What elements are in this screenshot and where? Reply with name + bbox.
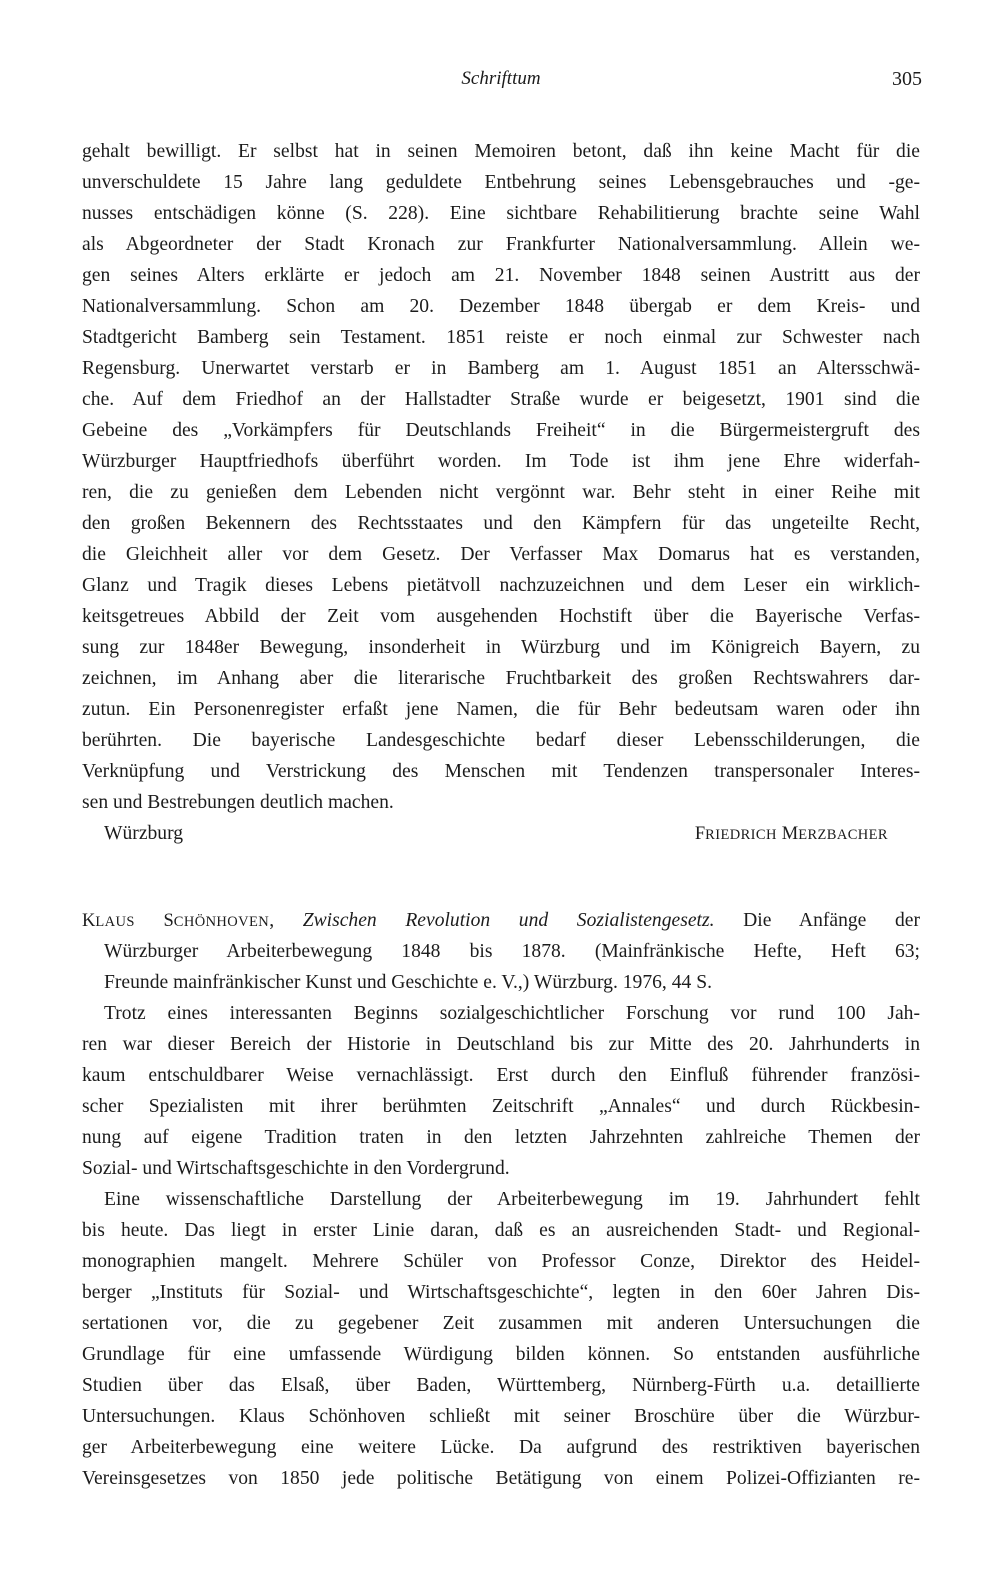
text-line: Nationalversammlung. Schon am 20. Dezember 1848 übergab er dem Kreis- und: [82, 296, 920, 317]
text-line: sen und Bestrebungen deutlich machen.: [82, 792, 394, 813]
text-line: Verknüpfung und Verstrickung des Menschen mit Tendenzen transpersonaler Interes-: [82, 761, 920, 782]
author-comma: ,: [269, 910, 275, 931]
entry-author: [82, 910, 274, 931]
text-line: zeichnen, im Anhang aber die literarische Fruchtbarkeit des großen Rechtswahrers dar-: [82, 668, 920, 689]
text-line: berührten. Die bayerische Landesgeschichte bedarf dieser Lebensschilderungen, die: [82, 730, 920, 751]
text-line: Grundlage für eine umfassende Würdigung bilden können. So entstanden ausführliche: [82, 1344, 920, 1365]
text-line: Studien über das Elsaß, über Baden, Württemberg, Nürnberg-Fürth u.a. detaillierte: [82, 1375, 920, 1396]
page-header: [80, 68, 922, 98]
text-line: die Gleichheit aller vor dem Gesetz. Der Verfasser Max Domarus hat es verstanden,: [82, 544, 920, 565]
author-initial: M: [781, 824, 799, 844]
author-rest: ERZBACHER: [798, 827, 888, 843]
text-line: scher Spezialisten mit ihrer berühmten Zeitschrift „Annales“ und durch Rückbesin-: [82, 1096, 920, 1117]
author-initial: S: [163, 911, 174, 931]
page-number: 305: [892, 68, 922, 90]
text-line: zutun. Ein Personenregister erfaßt jene Namen, die für Behr bedeutsam waren oder ihn: [82, 699, 920, 720]
text-line: unverschuldete 15 Jahre lang geduldete Entbehrung seines Lebensgebrauches und -ge-: [82, 172, 920, 193]
text-line: gehalt bewilligt. Er selbst hat in seinen Memoiren betont, daß ihn keine Macht für die: [82, 141, 920, 162]
author-rest: RIEDRICH: [705, 827, 777, 843]
entry-subtitle: Die Anfänge der: [743, 910, 920, 931]
text-line: sertationen vor, die zu gegebener Zeit zusammen mit anderen Untersuchungen die: [82, 1313, 920, 1334]
entry-title: Zwischen Revolution und Sozialistengesetz.: [302, 910, 715, 931]
text-line: Würzburger Hauptfriedhofs überführt worden. Im Tode ist ihm jene Ehre widerfah-: [82, 451, 920, 472]
signature-place: Würzburg: [104, 823, 184, 844]
signature-author: [695, 824, 888, 844]
text-line: den großen Bekennern des Rechtsstaates und den Kämpfern für das ungeteilte Recht,: [82, 513, 920, 534]
text-line: Untersuchungen. Klaus Schönhoven schließt mit seiner Broschüre über die Würzbur-: [82, 1406, 920, 1427]
text-line: berger „Instituts für Sozial- und Wirtschaftsgeschichte“, legten in den 60er Jahren Dis-: [82, 1282, 920, 1303]
text-line: als Abgeordneter der Stadt Kronach zur Frankfurter Nationalversammlung. Allein we-: [82, 234, 920, 255]
text-line: kaum entschuldbarer Weise vernachlässigt. Erst durch den Einfluß führender französi-: [82, 1065, 920, 1086]
text-line: Trotz eines interessanten Beginns sozialgeschichtlicher Forschung vor rund 100 Jah-: [104, 1003, 920, 1024]
text-line: gen seines Alters erklärte er jedoch am 21. November 1848 seinen Austritt aus der: [82, 265, 920, 286]
text-line: ren, die zu genießen dem Lebenden nicht vergönnt war. Behr steht in einer Reihe mit: [82, 482, 920, 503]
bibliographic-entry: [82, 911, 920, 931]
entry-line: Würzburger Arbeiterbewegung 1848 bis 1878. (Mainfränkische Hefte, Heft 63;: [104, 941, 920, 962]
text-line: sung zur 1848er Bewegung, insonderheit in Würzburg und im Königreich Bayern, zu: [82, 637, 920, 658]
text-line: nung auf eigene Tradition traten in den letzten Jahrzehnten zahlreiche Themen der: [82, 1127, 920, 1148]
text-line: ger Arbeiterbewegung eine weitere Lücke. Da aufgrund des restriktiven bayerischen: [82, 1437, 920, 1458]
author-rest: LAUS: [95, 914, 135, 930]
author-initial: K: [82, 911, 96, 931]
text-line: Eine wissenschaftliche Darstellung der Arbeiterbewegung im 19. Jahrhundert fehlt: [104, 1189, 920, 1210]
text-line: Regensburg. Unerwartet verstarb er in Bamberg am 1. August 1851 an Altersschwä-: [82, 358, 920, 379]
text-line: Stadtgericht Bamberg sein Testament. 1851 reiste er noch einmal zur Schwester nach: [82, 327, 920, 348]
running-title: Schrifttum: [461, 68, 541, 89]
text-line: Glanz und Tragik dieses Lebens pietätvoll nachzuzeichnen und dem Leser ein wirklich-: [82, 575, 920, 596]
text-line: ren war dieser Bereich der Historie in Deutschland bis zur Mitte des 20. Jahrhunderts in: [82, 1034, 920, 1055]
text-line: nusses entschädigen könne (S. 228). Eine sichtbare Rehabilitierung brachte seine Wahl: [82, 203, 920, 224]
author-rest: CHÖNHOVEN: [173, 914, 270, 930]
text-line: Sozial- und Wirtschaftsgeschichte in den Vordergrund.: [82, 1158, 510, 1179]
text-line: Gebeine des „Vorkämpfers für Deutschlands Freiheit“ in die Bürgermeistergruft des: [82, 420, 920, 441]
text-line: Vereinsgesetzes von 1850 jede politische Betätigung von einem Polizei-Offizianten re-: [82, 1468, 920, 1489]
text-line: keitsgetreues Abbild der Zeit vom ausgehenden Hochstift über die Bayerische Verfas-: [82, 606, 920, 627]
author-initial: F: [694, 824, 706, 844]
entry-line: Freunde mainfränkischer Kunst und Geschichte e. V.,) Würzburg. 1976, 44 S.: [104, 972, 713, 993]
text-line: che. Auf dem Friedhof an der Hallstadter Straße wurde er beigesetzt, 1901 sind die: [82, 389, 920, 410]
text-line: monographien mangelt. Mehrere Schüler von Professor Conze, Direktor des Heidel-: [82, 1251, 920, 1272]
text-line: bis heute. Das liegt in erster Linie daran, daß es an ausreichenden Stadt- und Regional-: [82, 1220, 920, 1241]
